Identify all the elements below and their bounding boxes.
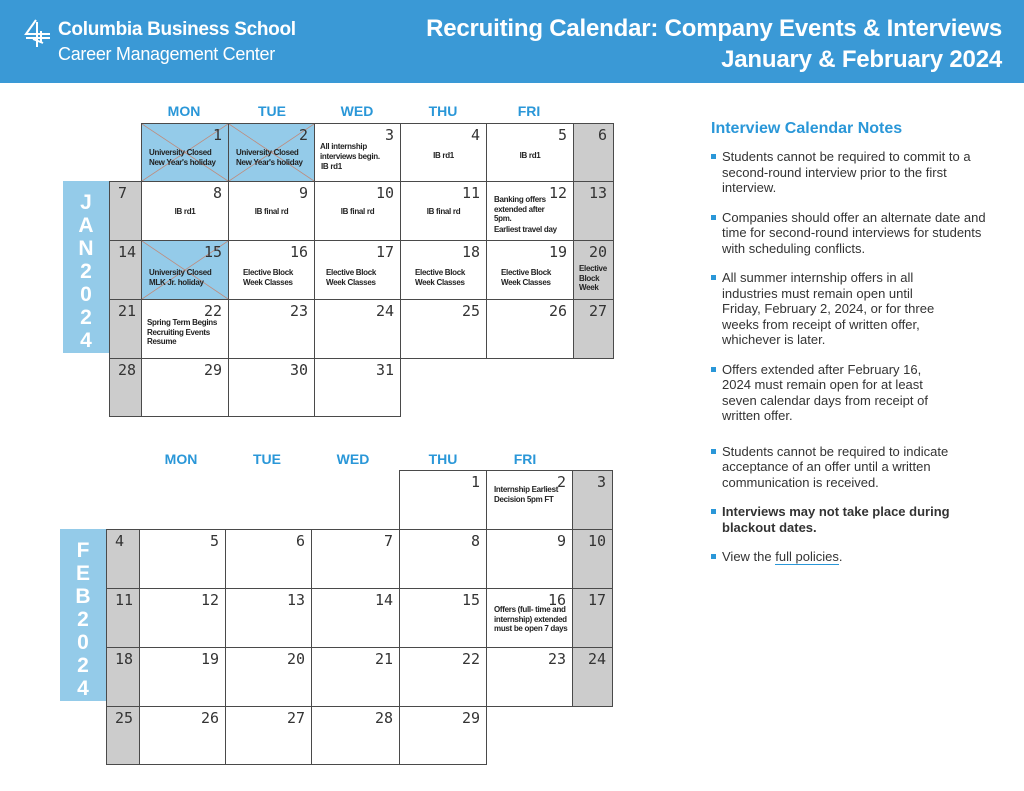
feb-day-8[interactable] [399, 529, 487, 589]
feb-day-17[interactable] [572, 588, 613, 648]
full-policies-link[interactable]: full policies [775, 549, 839, 564]
note-item [711, 444, 961, 491]
jan-day-16[interactable] [228, 240, 315, 300]
day-number: 7 [383, 532, 393, 550]
day-number: 23 [547, 650, 566, 668]
jan-day-3[interactable] [314, 123, 401, 182]
note-text: Students cannot be required to commit to a second-round interview prior to the first interview. [722, 149, 971, 195]
day-number: 8 [470, 532, 480, 550]
feb-day-6[interactable] [225, 529, 312, 589]
feb-day-2[interactable] [486, 470, 573, 530]
jan-day-29[interactable] [141, 358, 229, 417]
jan-day-26[interactable] [486, 299, 574, 359]
day-event: Internship Earliest Decision 5pm FT [494, 485, 559, 504]
tab-letter: 0 [77, 631, 89, 654]
tab-letter: A [78, 214, 94, 237]
jan-dow-thu: THU [428, 103, 458, 119]
day-event: Spring Term Begins Recruiting Events Resume [147, 318, 218, 346]
day-event: IB rd1 [433, 151, 454, 160]
jan-day-6[interactable] [573, 123, 614, 182]
day-number: 28 [374, 709, 393, 727]
day-event: IB rd1 [519, 151, 541, 160]
feb-day-7[interactable] [311, 529, 400, 589]
day-number: 28 [118, 361, 137, 379]
jan-2024-tab [63, 181, 109, 353]
feb-day-25[interactable] [106, 706, 140, 765]
jan-day-18[interactable] [400, 240, 487, 300]
day-number: 13 [588, 184, 607, 202]
jan-day-27[interactable] [573, 299, 614, 359]
square-bullet-icon [711, 154, 716, 159]
feb-day-29[interactable] [399, 706, 487, 765]
tab-letter: J [80, 191, 92, 214]
square-bullet-icon [711, 554, 716, 559]
feb-day-14[interactable] [311, 588, 400, 648]
day-number: 23 [289, 302, 308, 320]
day-event: IB rd1 [174, 207, 196, 216]
note-item [711, 270, 951, 348]
logo-school-name: Columbia Business School [58, 19, 296, 40]
header-banner [0, 0, 1024, 83]
feb-day-9[interactable] [486, 529, 573, 589]
square-bullet-icon [711, 449, 716, 454]
day-number: 15 [203, 243, 222, 261]
day-number: 17 [375, 243, 394, 261]
feb-day-18[interactable] [106, 647, 140, 707]
title-line-2: January & February 2024 [721, 46, 1002, 73]
day-number: 1 [470, 473, 480, 491]
day-number: 19 [548, 243, 567, 261]
day-number: 12 [548, 184, 567, 202]
day-number: 18 [461, 243, 480, 261]
day-number: 9 [298, 184, 308, 202]
day-number: 4 [470, 126, 480, 144]
day-event-2: IB rd1 [321, 162, 342, 171]
jan-day-17[interactable] [314, 240, 401, 300]
day-number: 20 [286, 650, 305, 668]
day-event: IB final rd [254, 207, 289, 216]
tab-letter: N [78, 237, 94, 260]
jan-day-13[interactable] [573, 181, 614, 241]
day-event: University Closed MLK Jr. holiday [149, 268, 212, 287]
feb-day-24[interactable] [572, 647, 613, 707]
notes-heading: Interview Calendar Notes [711, 120, 903, 137]
day-number: 12 [200, 591, 219, 609]
note-text: View the [722, 549, 776, 564]
feb-day-4[interactable] [106, 529, 140, 589]
feb-day-11[interactable] [106, 588, 140, 648]
day-number: 7 [118, 184, 128, 202]
day-number: 6 [597, 126, 607, 144]
note-item-blackout [711, 504, 971, 535]
day-number: 1 [212, 126, 222, 144]
logo-center-name: Career Management Center [58, 44, 275, 64]
feb-day-1[interactable] [399, 470, 487, 530]
day-number: 22 [461, 650, 480, 668]
day-event: University Closed New Year's holiday [149, 148, 216, 167]
day-number: 24 [375, 302, 394, 320]
note-text: . [838, 549, 843, 564]
feb-day-12[interactable] [139, 588, 226, 648]
note-text: Students cannot be required to indicate acceptance of an offer until a written communication is received. [722, 443, 949, 490]
day-number: 5 [209, 532, 219, 550]
day-number: 25 [461, 302, 480, 320]
day-number: 26 [200, 709, 219, 727]
jan-dow-wed: WED [340, 103, 374, 119]
feb-day-15[interactable] [399, 588, 487, 648]
feb-dow-mon: MON [164, 451, 198, 467]
jan-day-19[interactable] [486, 240, 574, 300]
day-number: 11 [115, 591, 134, 609]
jan-day-24[interactable] [314, 299, 401, 359]
note-text: Interviews may not take place during blackout dates. [722, 504, 950, 535]
tab-letter: B [75, 585, 91, 608]
day-number: 29 [461, 709, 480, 727]
jan-day-1[interactable] [141, 123, 229, 182]
note-item-policies [711, 549, 1001, 565]
day-event: All internship interviews begin. [320, 142, 380, 161]
day-number: 30 [289, 361, 308, 379]
day-number: 19 [200, 650, 219, 668]
square-bullet-icon [711, 275, 716, 280]
day-number: 17 [587, 591, 606, 609]
tab-letter: E [75, 562, 90, 585]
day-number: 18 [115, 650, 134, 668]
jan-dow-tue: TUE [258, 103, 286, 119]
day-event: Banking offers extended after 5pm. [494, 195, 546, 223]
feb-day-22[interactable] [399, 647, 487, 707]
jan-day-31[interactable] [314, 358, 401, 417]
tab-letter: 2 [80, 260, 92, 283]
feb-day-13[interactable] [225, 588, 312, 648]
jan-day-28[interactable] [109, 358, 142, 417]
day-number: 3 [596, 473, 606, 491]
day-number: 16 [547, 591, 566, 609]
note-text: All summer internship offers in all industries must remain open until Friday, February 2, 2024, or for three weeks from receipt of written offer, whichever is later. [722, 270, 935, 347]
day-number: 4 [115, 532, 125, 550]
feb-day-20[interactable] [225, 647, 312, 707]
columbia-crown-icon [24, 19, 52, 49]
feb-day-28[interactable] [311, 706, 400, 765]
jan-day-12[interactable] [486, 181, 574, 241]
day-number: 6 [295, 532, 305, 550]
day-event: Offers (full- time and internship) extended must be open 7 days [494, 605, 568, 633]
day-number: 29 [203, 361, 222, 379]
jan-day-4[interactable] [400, 123, 487, 182]
day-event: Elective Block Week Classes [326, 268, 377, 287]
page-title [426, 13, 1002, 75]
day-number: 25 [115, 709, 134, 727]
jan-day-5[interactable] [486, 123, 574, 182]
feb-dow-tue: TUE [253, 451, 281, 467]
feb-2024-tab [60, 529, 106, 701]
day-event: Elective Block Week Classes [415, 268, 466, 287]
day-number: 21 [374, 650, 393, 668]
jan-dow-mon: MON [167, 103, 201, 119]
jan-dow-fri: FRI [517, 103, 541, 119]
day-event-2: Earliest travel day [494, 225, 557, 234]
jan-day-9[interactable] [228, 181, 315, 241]
feb-day-19[interactable] [139, 647, 226, 707]
note-text: Companies should offer an alternate date and time for second-round interviews for students with scheduling conflicts. [722, 209, 986, 256]
feb-day-26[interactable] [139, 706, 226, 765]
day-event: IB final rd [340, 207, 375, 216]
day-number: 10 [375, 184, 394, 202]
day-number: 15 [461, 591, 480, 609]
day-number: 26 [548, 302, 567, 320]
tab-letter: 2 [80, 306, 92, 329]
square-bullet-icon [711, 367, 716, 372]
feb-day-27[interactable] [225, 706, 312, 765]
day-event: University Closed New Year's holiday [236, 148, 303, 167]
day-number: 14 [118, 243, 137, 261]
jan-day-14[interactable] [109, 240, 142, 300]
day-number: 16 [289, 243, 308, 261]
day-number: 20 [588, 243, 607, 261]
jan-day-8[interactable] [141, 181, 229, 241]
note-item [711, 210, 1001, 257]
day-event: Elective Block Week Classes [243, 268, 294, 287]
jan-day-25[interactable] [400, 299, 487, 359]
tab-letter: 2 [77, 654, 89, 677]
jan-day-21[interactable] [109, 299, 142, 359]
day-number: 27 [286, 709, 305, 727]
day-number: 11 [461, 184, 480, 202]
feb-dow-fri: FRI [513, 451, 537, 467]
jan-day-20[interactable] [573, 240, 614, 300]
day-number: 3 [384, 126, 394, 144]
feb-day-10[interactable] [572, 529, 613, 589]
day-event: IB final rd [426, 207, 461, 216]
day-number: 2 [556, 473, 566, 491]
jan-day-2[interactable] [228, 123, 315, 182]
feb-day-21[interactable] [311, 647, 400, 707]
day-number: 22 [203, 302, 222, 320]
day-number: 14 [374, 591, 393, 609]
day-number: 8 [212, 184, 222, 202]
jan-day-23[interactable] [228, 299, 315, 359]
day-number: 31 [375, 361, 394, 379]
day-number: 2 [298, 126, 308, 144]
day-number: 5 [557, 126, 567, 144]
tab-letter: 4 [77, 677, 89, 700]
jan-day-22[interactable] [141, 299, 229, 359]
day-number: 9 [556, 532, 566, 550]
jan-day-30[interactable] [228, 358, 315, 417]
tab-letter: 2 [77, 608, 89, 631]
day-number: 27 [588, 302, 607, 320]
day-number: 21 [118, 302, 137, 320]
day-number: 10 [587, 532, 606, 550]
jan-day-7[interactable] [109, 181, 142, 241]
feb-dow-wed: WED [336, 451, 370, 467]
tab-letter: 0 [80, 283, 92, 306]
jan-day-11[interactable] [400, 181, 487, 241]
day-number: 24 [587, 650, 606, 668]
jan-day-15[interactable] [141, 240, 229, 300]
note-item [711, 149, 1001, 196]
square-bullet-icon [711, 509, 716, 514]
tab-letter: 4 [80, 329, 92, 352]
feb-dow-thu: THU [428, 451, 458, 467]
feb-day-5[interactable] [139, 529, 226, 589]
feb-day-3[interactable] [572, 470, 613, 530]
jan-day-10[interactable] [314, 181, 401, 241]
note-item [711, 362, 951, 424]
tab-letter: F [76, 539, 90, 562]
title-line-1: Recruiting Calendar: Company Events & Interviews [426, 15, 1002, 42]
day-number: 13 [286, 591, 305, 609]
note-text: Offers extended after February 16, 2024 must remain open for at least seven calendar days from receipt of written offer. [722, 361, 928, 423]
feb-day-16[interactable] [486, 588, 573, 648]
day-event: Elective Block Week Classes [501, 268, 552, 287]
square-bullet-icon [711, 215, 716, 220]
feb-day-23[interactable] [486, 647, 573, 707]
day-event: Elective Block Week [579, 264, 607, 292]
interview-calendar-notes [711, 120, 1001, 579]
